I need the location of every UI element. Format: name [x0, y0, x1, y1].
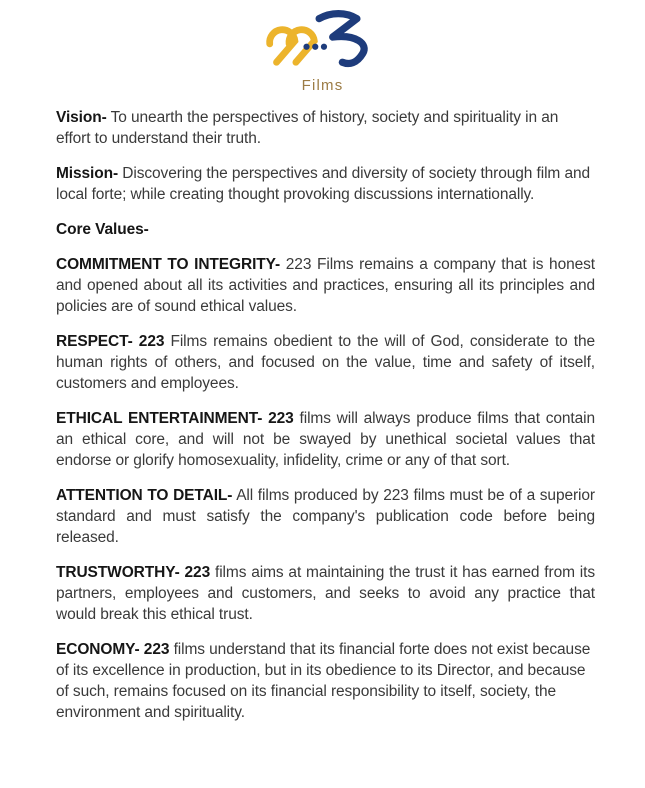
paragraph-label-attention: ATTENTION TO DETAIL- — [56, 487, 233, 504]
paragraph-text-trustworthy: films aims at maintaining the trust it has earned from its partners, employees and customers, and seeks to avoid any practice that would break this ethical trust. — [56, 564, 595, 623]
paragraph-trustworthy — [56, 562, 595, 625]
paragraph-respect — [56, 331, 595, 394]
paragraph-label-vision: Vision- — [56, 109, 107, 126]
logo-223-numerals-icon — [260, 8, 386, 70]
paragraph-text-vision: To unearth the perspectives of history, society and spirituality in an effort to understand their truth. — [56, 109, 559, 147]
document-body — [0, 107, 645, 723]
paragraph-text-ethical: films will always produce films that contain an ethical core, and will not be swayed by unethical societal values that endorse or glorify homosexuality, infidelity, crime or any of that sort. — [56, 410, 595, 469]
brand-name: Films — [301, 77, 344, 94]
logo-numeral-3 — [319, 14, 364, 64]
paragraph-label-core-values: Core Values- — [56, 221, 149, 238]
paragraph-text-respect: Films remains obedient to the will of God, considerate to the human rights of others, and focused on the value, time and safety of itself, customers and employees. — [56, 333, 596, 392]
paragraph-label-ethical: ETHICAL ENTERTAINMENT- 223 — [56, 410, 294, 427]
paragraph-label-trustworthy: TRUSTWORTHY- 223 — [56, 564, 211, 581]
paragraph-mission — [56, 163, 595, 205]
paragraph-text-attention: All films produced by 223 films must be of a superior standard and must satisfy the company's publication code before being released. — [56, 487, 595, 546]
paragraph-label-economy: ECONOMY- 223 — [56, 641, 170, 658]
logo-dot-2 — [312, 44, 318, 50]
paragraph-text-economy: films understand that its financial forte does not exist because of its excellence in production, but in its obedience to its Director, and because of such, remains focused on its financial responsibility to itself, society, the environment and spirituality. — [56, 641, 591, 721]
paragraph-economy — [56, 639, 595, 723]
paragraph-attention-to-detail — [56, 485, 595, 548]
paragraph-commitment-to-integrity — [56, 254, 595, 317]
heading-core-values — [56, 219, 595, 240]
paragraph-text-commitment: 223 Films remains a company that is honest and opened about all its activities and practices, ensuring all its principles and policies are of sound ethical values. — [56, 256, 595, 315]
paragraph-label-commitment: COMMITMENT TO INTEGRITY- — [56, 256, 281, 273]
logo-223 — [0, 0, 645, 94]
paragraph-text-mission: Discovering the perspectives and diversity of society through film and local forte; while creating thought provoking discussions internationally. — [56, 165, 591, 203]
logo-dot-1 — [303, 44, 309, 50]
paragraph-vision — [56, 107, 595, 149]
paragraph-label-respect: RESPECT- 223 — [56, 333, 165, 350]
paragraph-ethical-entertainment — [56, 408, 595, 471]
logo-dot-3 — [320, 44, 326, 50]
paragraph-label-mission: Mission- — [56, 165, 119, 182]
